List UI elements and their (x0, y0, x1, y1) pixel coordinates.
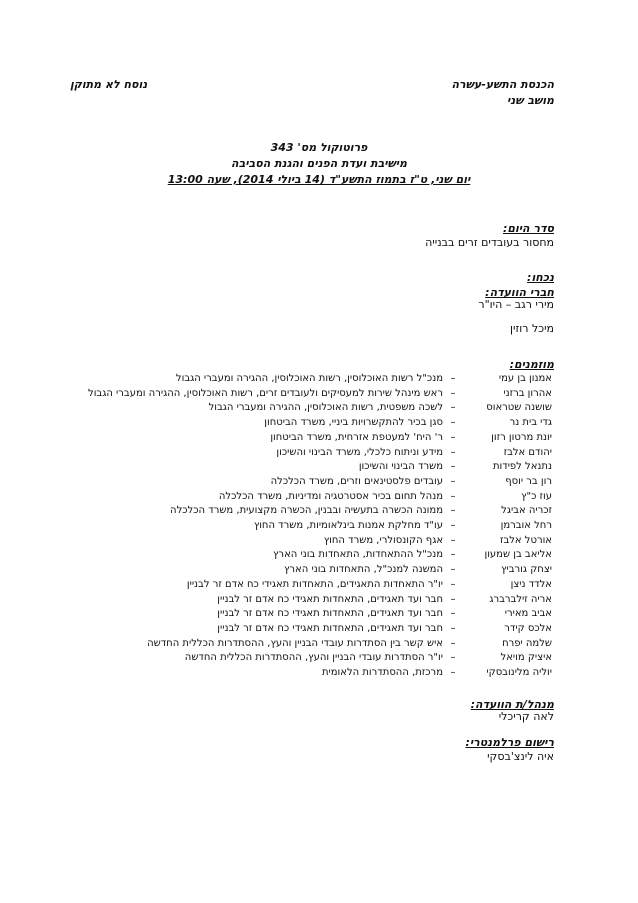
invitee-dash: – (450, 549, 456, 561)
invitee-role: חבר ועד תאגידים, התאחדות תאגידי כח אדם זר לבניין (217, 593, 443, 605)
invitee-row (52, 475, 552, 490)
invitee-name: יהודם אלבז (503, 446, 552, 458)
invitee-name: אורטל אלבז (499, 534, 552, 546)
invitee-name: רחל אוברמן (500, 520, 552, 532)
invitee-dash: – (450, 490, 456, 502)
invitee-dash: – (450, 608, 456, 620)
invitee-name: שלמה יפרח (502, 637, 552, 649)
invitee-name: אביב מאירי (504, 608, 552, 620)
invitee-dash: – (450, 520, 456, 532)
manager-name: לאה קריכלי (498, 710, 554, 723)
invitee-row (52, 387, 552, 402)
invitee-row (52, 401, 552, 416)
agenda-item: מחסור בעובדים זרים בבנייה (425, 236, 554, 249)
committee-name: מישיבת ועדת הפנים והגנת הסביבה (231, 157, 407, 170)
invitee-dash: – (450, 534, 456, 546)
invitee-name: יונת מרטון רזון (491, 431, 552, 443)
invitee-name: עוז כ"ץ (521, 490, 552, 502)
present-heading: נכחו: (527, 271, 554, 284)
session-label: מושב שני (507, 94, 554, 107)
invitee-row (52, 431, 552, 446)
invitees-heading: מוזמנים: (509, 358, 554, 371)
invitee-name: יצחק גורביץ (501, 564, 552, 576)
invitee-row (52, 490, 552, 505)
manager-heading: מנהל/ת הוועדה: (470, 698, 554, 711)
invitee-name: אמנון בן עמי (498, 373, 552, 384)
invitee-row (52, 548, 552, 563)
invitee-role: יו"ר הסתדרות עובדי הבניין והעץ, ההסתדרות הכללית החדשה (184, 652, 443, 664)
invitee-row (52, 593, 552, 608)
invitee-role: מידע וניתוח כלכלי, משרד הבינוי והשיכון (276, 446, 443, 458)
invitee-name: גדי בית נר (509, 417, 552, 429)
invitee-dash: – (450, 622, 456, 634)
invitee-row (52, 460, 552, 475)
invitee-dash: – (450, 593, 456, 605)
invitee-role: מרכזת, ההסתדרות הלאומית (321, 667, 443, 679)
invitee-name: אריה זילברברג (489, 593, 552, 605)
invitee-role: מנהל תחום בכיר אסטרטגיה ומדיניות, משרד הכלכלה (218, 490, 443, 502)
invitee-row (52, 519, 552, 534)
invitee-dash: – (450, 446, 456, 458)
invitee-role: חבר ועד תאגידים, התאחדות תאגידי כח אדם זר לבניין (217, 622, 443, 634)
invitee-role: המשנה למנכ"ל, התאחדות בוני הארץ (284, 564, 443, 576)
invitee-row (52, 372, 552, 387)
invitee-row (52, 416, 552, 431)
invitee-name: אליאב בן שמעון (484, 549, 552, 561)
invitee-role: ראש מינהל שירות למעסיקים ולעובדים זרים, רשות האוכלוסין, ההגירה ומעברי הגבול (88, 387, 443, 399)
member-chair: מירי רגב – היו"ר (478, 298, 554, 311)
invitee-name: אלדד ניצן (510, 578, 552, 590)
invitee-role: משרד הבינוי והשיכון (358, 461, 443, 473)
invitee-role: ר' היח' למעטפת אזרחית, משרד הביטחון (270, 431, 443, 443)
members-heading: חברי הוועדה: (485, 286, 554, 299)
invitee-row (52, 622, 552, 637)
invitee-row (52, 607, 552, 622)
invitee-dash: – (450, 431, 456, 443)
invitee-dash: – (450, 417, 456, 429)
invitee-role: לשכה משפטית, רשות האוכלוסין, ההגירה ומעברי הגבול (208, 402, 443, 414)
invitee-role: מנכ"ל רשות האוכלוסין, רשות האוכלוסין, ההגירה ומעברי הגבול (175, 373, 443, 384)
recorder-name: איה לינצ'בסקי (487, 750, 554, 763)
invitee-dash: – (450, 652, 456, 664)
knesset-title: הכנסת התשע-עשרה (451, 78, 554, 91)
invitee-dash: – (450, 475, 456, 487)
invitee-name: איציק מויאל (500, 652, 552, 664)
invitee-role: ממונה הכשרה בתעשיה ובבנין, הכשרה מקצועית, משרד הכלכלה (170, 505, 443, 517)
invitee-dash: – (450, 564, 456, 576)
invitee-row (52, 637, 552, 652)
invitee-name: שושנה שטראוס (486, 402, 552, 414)
invitee-row (52, 534, 552, 549)
invitee-role: מנכ"ל ההתאחדות, התאחדות בוני הארץ (273, 549, 443, 561)
invitee-dash: – (450, 637, 456, 649)
agenda-heading: סדר היום: (502, 222, 554, 235)
invitee-name: רון בר יוסף (505, 475, 552, 487)
recorder-heading: רישום פרלמנטרי: (465, 736, 554, 749)
invitee-dash: – (450, 505, 456, 517)
invitee-row (52, 446, 552, 461)
invitee-dash: – (450, 667, 456, 679)
invitee-row (52, 504, 552, 519)
invitee-name: אלכס קידר (504, 622, 552, 634)
invitee-name: יוליה מלינובסקי (486, 667, 552, 679)
invitee-role: אגף הקונסולרי, משרד החוץ (323, 534, 443, 546)
meeting-date: יום שני, ט"ז בתמוז התשע"ד (14 ביולי 2014), שעה 13:00 (167, 173, 471, 186)
invitee-dash: – (450, 461, 456, 473)
invitee-dash: – (450, 578, 456, 590)
invitee-role: סגן בכיר להתקשרויות ביניי, משרד הביטחון (264, 417, 443, 429)
invitee-dash: – (450, 387, 456, 399)
invitee-dash: – (450, 373, 456, 384)
invitee-role: יו"ר התאחדות התאגידים, התאחדות תאגידי כח אדם זר לבניין (186, 578, 443, 590)
member: מיכל רוזין (510, 322, 554, 335)
invitee-role: איש קשר בין הסתדרות עובדי הבניין והעץ, ההסתדרות הכללית החדשה (147, 637, 443, 649)
invitee-dash: – (450, 402, 456, 414)
invitee-row (52, 651, 552, 666)
invitee-row (52, 563, 552, 578)
invitee-role: עו"ד מחלקת אמנות בינלאומיות, משרד החוץ (253, 520, 443, 532)
invitee-role: חבר ועד תאגידים, התאחדות תאגידי כח אדם זר לבניין (217, 608, 443, 620)
invitee-name: אהרון ברזני (503, 387, 552, 399)
invitee-row (52, 578, 552, 593)
invitee-role: עובדים פלסטינאים וזרים, משרד הכלכלה (270, 475, 443, 487)
invitee-name: נתנאל לפידות (492, 461, 552, 473)
invitees-list (52, 372, 552, 681)
invitee-name: זכריה אביגל (501, 505, 552, 517)
invitee-row (52, 666, 552, 681)
draft-note: נוסח לא מתוקן (70, 78, 148, 91)
protocol-number: פרוטוקול מס' 343 (270, 141, 368, 154)
